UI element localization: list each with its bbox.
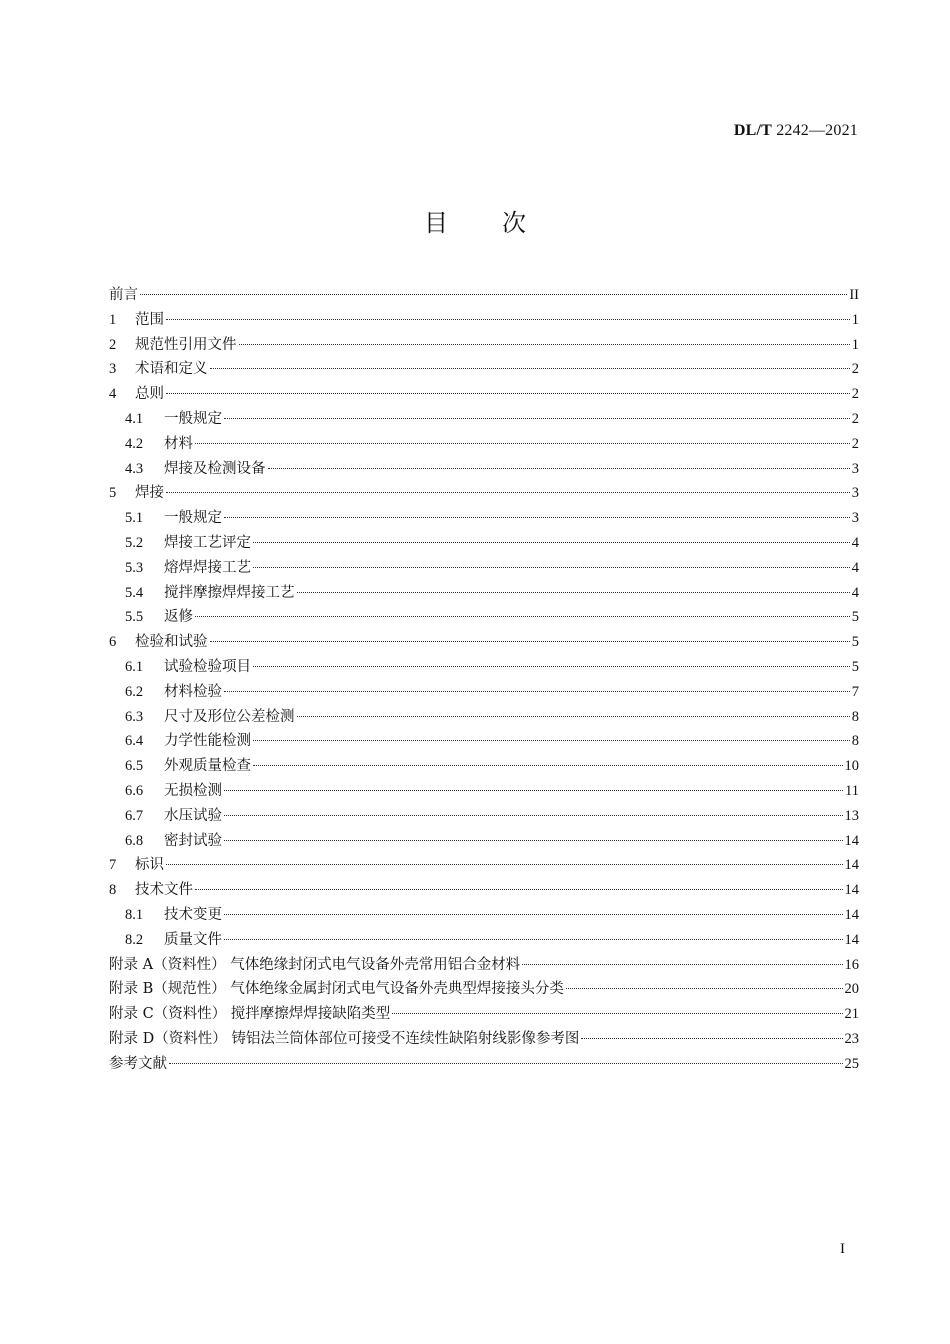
toc-entry[interactable] bbox=[109, 878, 859, 903]
toc-dot-leader bbox=[253, 666, 850, 667]
toc-dot-leader bbox=[239, 344, 850, 345]
toc-entry-page: 4 bbox=[851, 584, 859, 601]
toc-entry-page: 11 bbox=[845, 782, 859, 799]
toc-entry-page: 2 bbox=[851, 361, 859, 378]
toc-entry-number: 6.2 bbox=[125, 683, 144, 700]
toc-dot-leader bbox=[522, 964, 842, 965]
toc-entry[interactable] bbox=[109, 928, 859, 953]
toc-dot-leader bbox=[392, 1013, 842, 1014]
toc-entry-page: 16 bbox=[844, 956, 859, 973]
toc-entry-page: 21 bbox=[844, 1006, 859, 1023]
toc-entry-page: 7 bbox=[851, 683, 859, 700]
toc-entry[interactable] bbox=[109, 531, 859, 556]
toc-dot-leader bbox=[224, 815, 843, 816]
toc-entry-page: 8 bbox=[851, 708, 859, 725]
toc-entry[interactable] bbox=[109, 308, 859, 333]
toc-entry-title: 附录 D（资料性） 铸铝法兰筒体部位可接受不连续性缺陷射线影像参考图 bbox=[109, 1030, 580, 1047]
toc-entry-title: 试验检验项目 bbox=[164, 658, 251, 675]
toc-entry-page: 2 bbox=[851, 410, 859, 427]
toc-entry-title: 焊接 bbox=[135, 485, 164, 502]
toc-dot-leader bbox=[268, 468, 850, 469]
toc-dot-leader bbox=[166, 864, 843, 865]
toc-entry-title: 一般规定 bbox=[164, 410, 222, 427]
toc-entry[interactable] bbox=[109, 506, 859, 531]
toc-entry-title: 外观质量检查 bbox=[164, 758, 251, 775]
toc-dot-leader bbox=[253, 567, 850, 568]
toc-dot-leader bbox=[195, 889, 843, 890]
toc-entry[interactable] bbox=[109, 977, 859, 1002]
toc-dot-leader bbox=[166, 492, 850, 493]
toc-entry-number: 4 bbox=[109, 386, 117, 403]
toc-entry-number: 5 bbox=[109, 485, 117, 502]
toc-entry-number: 6.1 bbox=[125, 658, 144, 675]
toc-entry-title: 总则 bbox=[135, 386, 164, 403]
toc-entry[interactable] bbox=[109, 680, 859, 705]
toc-dot-leader bbox=[297, 592, 850, 593]
toc-entry-page: 2 bbox=[851, 386, 859, 403]
toc-entry-number: 5.2 bbox=[125, 534, 144, 551]
toc-entry-title: 术语和定义 bbox=[135, 361, 208, 378]
toc-entry-title: 焊接工艺评定 bbox=[164, 534, 251, 551]
toc-entry-page: 3 bbox=[851, 485, 859, 502]
toc-entry-page: 3 bbox=[851, 460, 859, 477]
toc-entry-title: 水压试验 bbox=[164, 807, 222, 824]
toc-entry[interactable] bbox=[109, 853, 859, 878]
toc-entry-number: 4.3 bbox=[125, 460, 144, 477]
toc-entry-number: 8.2 bbox=[125, 931, 144, 948]
toc-entry[interactable] bbox=[109, 729, 859, 754]
toc-entry-number: 6.8 bbox=[125, 832, 144, 849]
toc-entry-title: 尺寸及形位公差检测 bbox=[164, 708, 295, 725]
toc-entry-number: 4.2 bbox=[125, 435, 144, 452]
toc-dot-leader bbox=[566, 988, 843, 989]
toc-entry[interactable] bbox=[109, 382, 859, 407]
toc-entry-page: 23 bbox=[844, 1030, 859, 1047]
toc-dot-leader bbox=[224, 840, 843, 841]
toc-entry-page: 20 bbox=[844, 981, 859, 998]
toc-dot-leader bbox=[166, 393, 850, 394]
toc-dot-leader bbox=[166, 319, 850, 320]
toc-dot-leader bbox=[195, 443, 850, 444]
toc-entry[interactable] bbox=[109, 779, 859, 804]
toc-entry[interactable] bbox=[109, 754, 859, 779]
toc-dot-leader bbox=[253, 765, 843, 766]
toc-dot-leader bbox=[297, 716, 850, 717]
toc-entry[interactable] bbox=[109, 407, 859, 432]
toc-entry-title: 密封试验 bbox=[164, 832, 222, 849]
toc-entry-title: 前言 bbox=[109, 287, 138, 303]
toc-entry-page: 14 bbox=[844, 832, 859, 849]
toc-entry-title: 返修 bbox=[164, 609, 193, 626]
toc-entry[interactable] bbox=[109, 829, 859, 854]
toc-entry-page: 1 bbox=[851, 336, 859, 353]
toc-entry-number: 6.3 bbox=[125, 708, 144, 725]
toc-entry[interactable] bbox=[109, 1052, 859, 1077]
toc-dot-leader bbox=[224, 939, 843, 940]
toc-entry-title: 附录 C（资料性） 搅拌摩擦焊焊接缺陷类型 bbox=[109, 1006, 391, 1023]
toc-entry-title: 附录 A（资料性） 气体绝缘封闭式电气设备外壳常用铝合金材料 bbox=[109, 956, 521, 973]
toc-entry-title: 技术变更 bbox=[164, 906, 222, 923]
toc-entry-page: 14 bbox=[844, 882, 859, 899]
toc-entry[interactable] bbox=[109, 804, 859, 829]
toc-entry-number: 6.5 bbox=[125, 758, 144, 775]
toc-entry-number: 6 bbox=[109, 634, 117, 651]
toc-entry-page: 4 bbox=[851, 559, 859, 576]
toc-entry-number: 2 bbox=[109, 336, 117, 353]
toc-entry-page: 5 bbox=[851, 609, 859, 626]
toc-entry-page: 10 bbox=[844, 758, 859, 775]
toc-entry-number: 4.1 bbox=[125, 410, 144, 427]
toc-dot-leader bbox=[224, 790, 843, 791]
toc-entry-page: 3 bbox=[851, 510, 859, 527]
toc-entry-title: 规范性引用文件 bbox=[135, 336, 237, 353]
toc-entry-page: 8 bbox=[851, 733, 859, 750]
toc-entry-page: 25 bbox=[844, 1055, 859, 1072]
toc-dot-leader bbox=[210, 368, 850, 369]
table-of-contents bbox=[109, 283, 859, 1077]
toc-dot-leader bbox=[195, 616, 850, 617]
toc-entry-page: 13 bbox=[844, 807, 859, 824]
toc-entry[interactable] bbox=[109, 705, 859, 730]
toc-dot-leader bbox=[169, 1063, 843, 1064]
toc-entry-number: 5.1 bbox=[125, 510, 144, 527]
page-title: 目次 bbox=[424, 209, 580, 237]
toc-dot-leader bbox=[224, 418, 850, 419]
toc-entry[interactable] bbox=[109, 1027, 859, 1052]
toc-entry-title: 材料检验 bbox=[164, 683, 222, 700]
toc-dot-leader bbox=[253, 740, 850, 741]
toc-entry-number: 6.6 bbox=[125, 782, 144, 799]
toc-dot-leader bbox=[224, 914, 843, 915]
standard-code-number: 2242—2021 bbox=[776, 122, 858, 139]
toc-dot-leader bbox=[210, 641, 850, 642]
toc-entry-number: 8 bbox=[109, 882, 117, 899]
toc-entry[interactable] bbox=[109, 953, 859, 978]
toc-entry-title: 一般规定 bbox=[164, 510, 222, 527]
toc-entry-title: 范围 bbox=[135, 311, 164, 328]
toc-entry-title: 材料 bbox=[164, 435, 193, 452]
toc-entry[interactable] bbox=[109, 903, 859, 928]
toc-entry-title: 质量文件 bbox=[164, 931, 222, 948]
toc-entry[interactable] bbox=[109, 581, 859, 606]
toc-entry-page: 4 bbox=[851, 534, 859, 551]
toc-entry[interactable] bbox=[109, 1002, 859, 1027]
toc-entry-number: 1 bbox=[109, 311, 117, 328]
toc-entry[interactable] bbox=[109, 556, 859, 581]
toc-entry[interactable] bbox=[109, 357, 859, 382]
toc-entry-number: 5.5 bbox=[125, 609, 144, 626]
toc-entry[interactable] bbox=[109, 605, 859, 630]
toc-entry-page: II bbox=[849, 287, 859, 303]
toc-entry-title: 参考文献 bbox=[109, 1055, 167, 1072]
toc-entry-page: 5 bbox=[851, 658, 859, 675]
toc-entry-number: 7 bbox=[109, 857, 117, 874]
toc-dot-leader bbox=[224, 517, 850, 518]
toc-dot-leader bbox=[253, 542, 850, 543]
toc-entry-title: 技术文件 bbox=[135, 882, 193, 899]
toc-entry-number: 8.1 bbox=[125, 906, 144, 923]
toc-entry-page: 14 bbox=[844, 857, 859, 874]
toc-entry-title: 焊接及检测设备 bbox=[164, 460, 266, 477]
toc-entry-title: 力学性能检测 bbox=[164, 733, 251, 750]
toc-entry-title: 无损检测 bbox=[164, 782, 222, 799]
toc-entry-title: 检验和试验 bbox=[135, 634, 208, 651]
toc-dot-leader bbox=[140, 294, 847, 295]
toc-entry[interactable] bbox=[109, 333, 859, 358]
toc-entry[interactable] bbox=[109, 630, 859, 655]
toc-entry-title: 标识 bbox=[135, 857, 164, 874]
toc-entry-page: 1 bbox=[851, 311, 859, 328]
toc-dot-leader bbox=[224, 691, 850, 692]
toc-entry[interactable] bbox=[109, 655, 859, 680]
standard-number bbox=[734, 122, 858, 140]
standard-code-prefix: DL/T bbox=[733, 122, 772, 139]
toc-dot-leader bbox=[581, 1038, 842, 1039]
toc-entry[interactable] bbox=[109, 457, 859, 482]
toc-entry-page: 14 bbox=[844, 906, 859, 923]
toc-entry-number: 6.4 bbox=[125, 733, 144, 750]
toc-entry-title: 搅拌摩擦焊焊接工艺 bbox=[164, 584, 295, 601]
toc-entry-number: 5.3 bbox=[125, 559, 144, 576]
toc-entry[interactable] bbox=[109, 432, 859, 457]
toc-entry-number: 3 bbox=[109, 361, 117, 378]
toc-entry-page: 14 bbox=[844, 931, 859, 948]
toc-entry[interactable] bbox=[109, 283, 859, 308]
toc-entry[interactable] bbox=[109, 481, 859, 506]
toc-entry-number: 5.4 bbox=[125, 584, 144, 601]
page-number: I bbox=[840, 1241, 845, 1257]
toc-entry-page: 5 bbox=[851, 634, 859, 651]
toc-entry-page: 2 bbox=[851, 435, 859, 452]
toc-entry-title: 熔焊焊接工艺 bbox=[164, 559, 251, 576]
toc-entry-title: 附录 B（规范性） 气体绝缘金属封闭式电气设备外壳典型焊接接头分类 bbox=[109, 981, 564, 998]
toc-entry-number: 6.7 bbox=[125, 807, 144, 824]
